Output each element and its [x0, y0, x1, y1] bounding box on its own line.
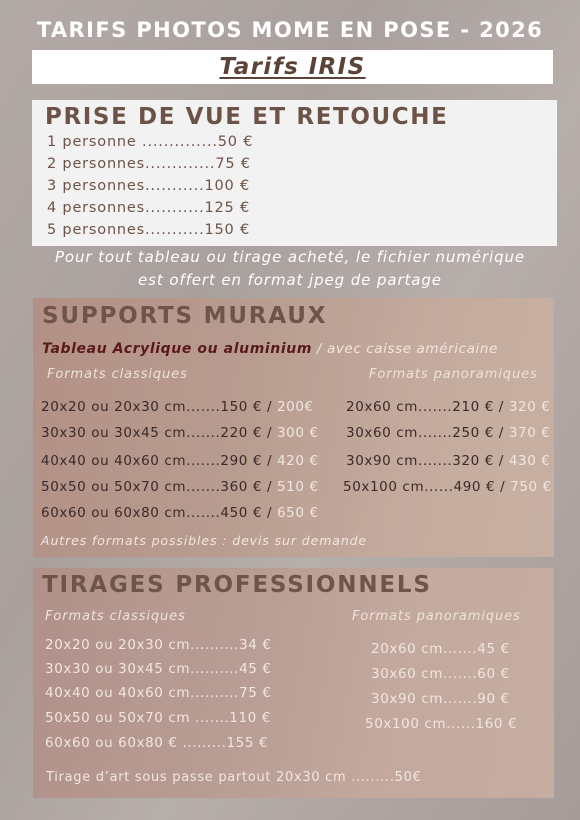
format-price-alt: 420 €	[272, 453, 319, 469]
format-price: 250 € /	[452, 425, 504, 441]
list-item: 20x60 cm.......45 €	[371, 641, 510, 657]
art-print-note: Tirage d’art sous passe partout 20x30 cm .........50€	[46, 770, 422, 785]
list-item: 50x50 ou 50x70 cm .......110 €	[45, 710, 271, 726]
list-item: 50x100 cm......160 €	[365, 716, 518, 732]
page-title: TARIFS PHOTOS MOME EN POSE - 2026	[36, 18, 544, 42]
panoramic-formats-label: Formats panoramiques	[369, 367, 538, 382]
material-line	[42, 338, 498, 357]
format-price-alt: 510 €	[272, 479, 319, 495]
other-formats-note: Autres formats possibles : devis sur demande	[41, 533, 368, 548]
list-item: 40x40 ou 40x60 cm..........75 €	[45, 685, 272, 701]
section-tirages-professionnels	[33, 568, 554, 798]
format-price: 290 € /	[220, 453, 273, 469]
list-item: 30x60 cm.......60 €	[371, 666, 510, 682]
price-line: 5 personnes...........150 €	[47, 222, 251, 238]
list-item	[346, 453, 550, 469]
format-size: 50x100 cm......	[343, 479, 454, 495]
list-item: 30x30 ou 30x45 cm..........45 €	[45, 661, 272, 677]
format-price-alt: 750 €	[505, 479, 552, 495]
classic-formats-label: Formats classiques	[45, 609, 186, 624]
format-price: 210 € /	[452, 399, 504, 415]
section-heading-tirages: TIRAGES PROFESSIONNELS	[42, 572, 432, 598]
format-size: 30x30 ou 30x45 cm.......	[41, 425, 221, 441]
price-line: 3 personnes...........100 €	[47, 178, 251, 194]
format-size: 20x20 ou 20x30 cm.......	[41, 399, 221, 415]
list-item	[343, 479, 552, 495]
list-item	[41, 479, 319, 495]
list-item: 60x60 ou 60x80 € .........155 €	[45, 735, 269, 751]
price-line: 1 personne ..............50 €	[47, 134, 254, 150]
price-line: 4 personnes...........125 €	[47, 200, 251, 216]
panoramic-formats-label: Formats panoramiques	[352, 609, 521, 624]
format-size: 50x50 ou 50x70 cm.......	[41, 479, 221, 495]
classic-formats-label: Formats classiques	[47, 367, 188, 382]
offer-note-line: est offert en format jpeg de partage	[138, 271, 442, 289]
list-item	[346, 399, 550, 415]
list-item	[41, 425, 319, 441]
list-item	[41, 399, 314, 415]
format-price-alt: 200€	[272, 399, 314, 415]
format-price: 490 € /	[453, 479, 506, 495]
price-line: 2 personnes.............75 €	[47, 156, 251, 172]
format-price: 360 € /	[220, 479, 273, 495]
list-item	[346, 425, 550, 441]
format-size: 60x60 ou 60x80 cm.......	[41, 505, 221, 521]
format-price-alt: 300 €	[272, 425, 319, 441]
format-size: 20x60 cm.......	[346, 399, 453, 415]
subtitle-banner	[32, 50, 553, 84]
section-prise-de-vue	[32, 100, 557, 246]
format-price: 150 € /	[220, 399, 273, 415]
format-price: 220 € /	[220, 425, 273, 441]
material-note: / avec caisse américaine	[312, 341, 498, 357]
section-supports-muraux	[33, 298, 554, 557]
format-size: 30x90 cm.......	[346, 453, 453, 469]
format-size: 40x40 ou 40x60 cm.......	[41, 453, 221, 469]
material-name: Tableau Acrylique ou aluminium	[42, 341, 313, 357]
format-price: 450 € /	[220, 505, 273, 521]
format-size: 30x60 cm.......	[346, 425, 453, 441]
list-item	[41, 453, 319, 469]
list-item: 20x20 ou 20x30 cm..........34 €	[45, 637, 272, 653]
format-price-alt: 430 €	[503, 453, 551, 469]
subtitle: Tarifs IRIS	[219, 54, 366, 80]
format-price-alt: 370 €	[503, 425, 551, 441]
format-price-alt: 320 €	[503, 399, 551, 415]
format-price: 320 € /	[452, 453, 504, 469]
list-item: 30x90 cm.......90 €	[371, 691, 510, 707]
section-heading-prise-de-vue: PRISE DE VUE ET RETOUCHE	[45, 104, 449, 130]
offer-note	[0, 246, 580, 292]
offer-note-line: Pour tout tableau ou tirage acheté, le fichier numérique	[54, 248, 526, 266]
format-price-alt: 650 €	[272, 505, 319, 521]
section-heading-supports-muraux: SUPPORTS MURAUX	[42, 303, 328, 329]
list-item	[41, 505, 319, 521]
